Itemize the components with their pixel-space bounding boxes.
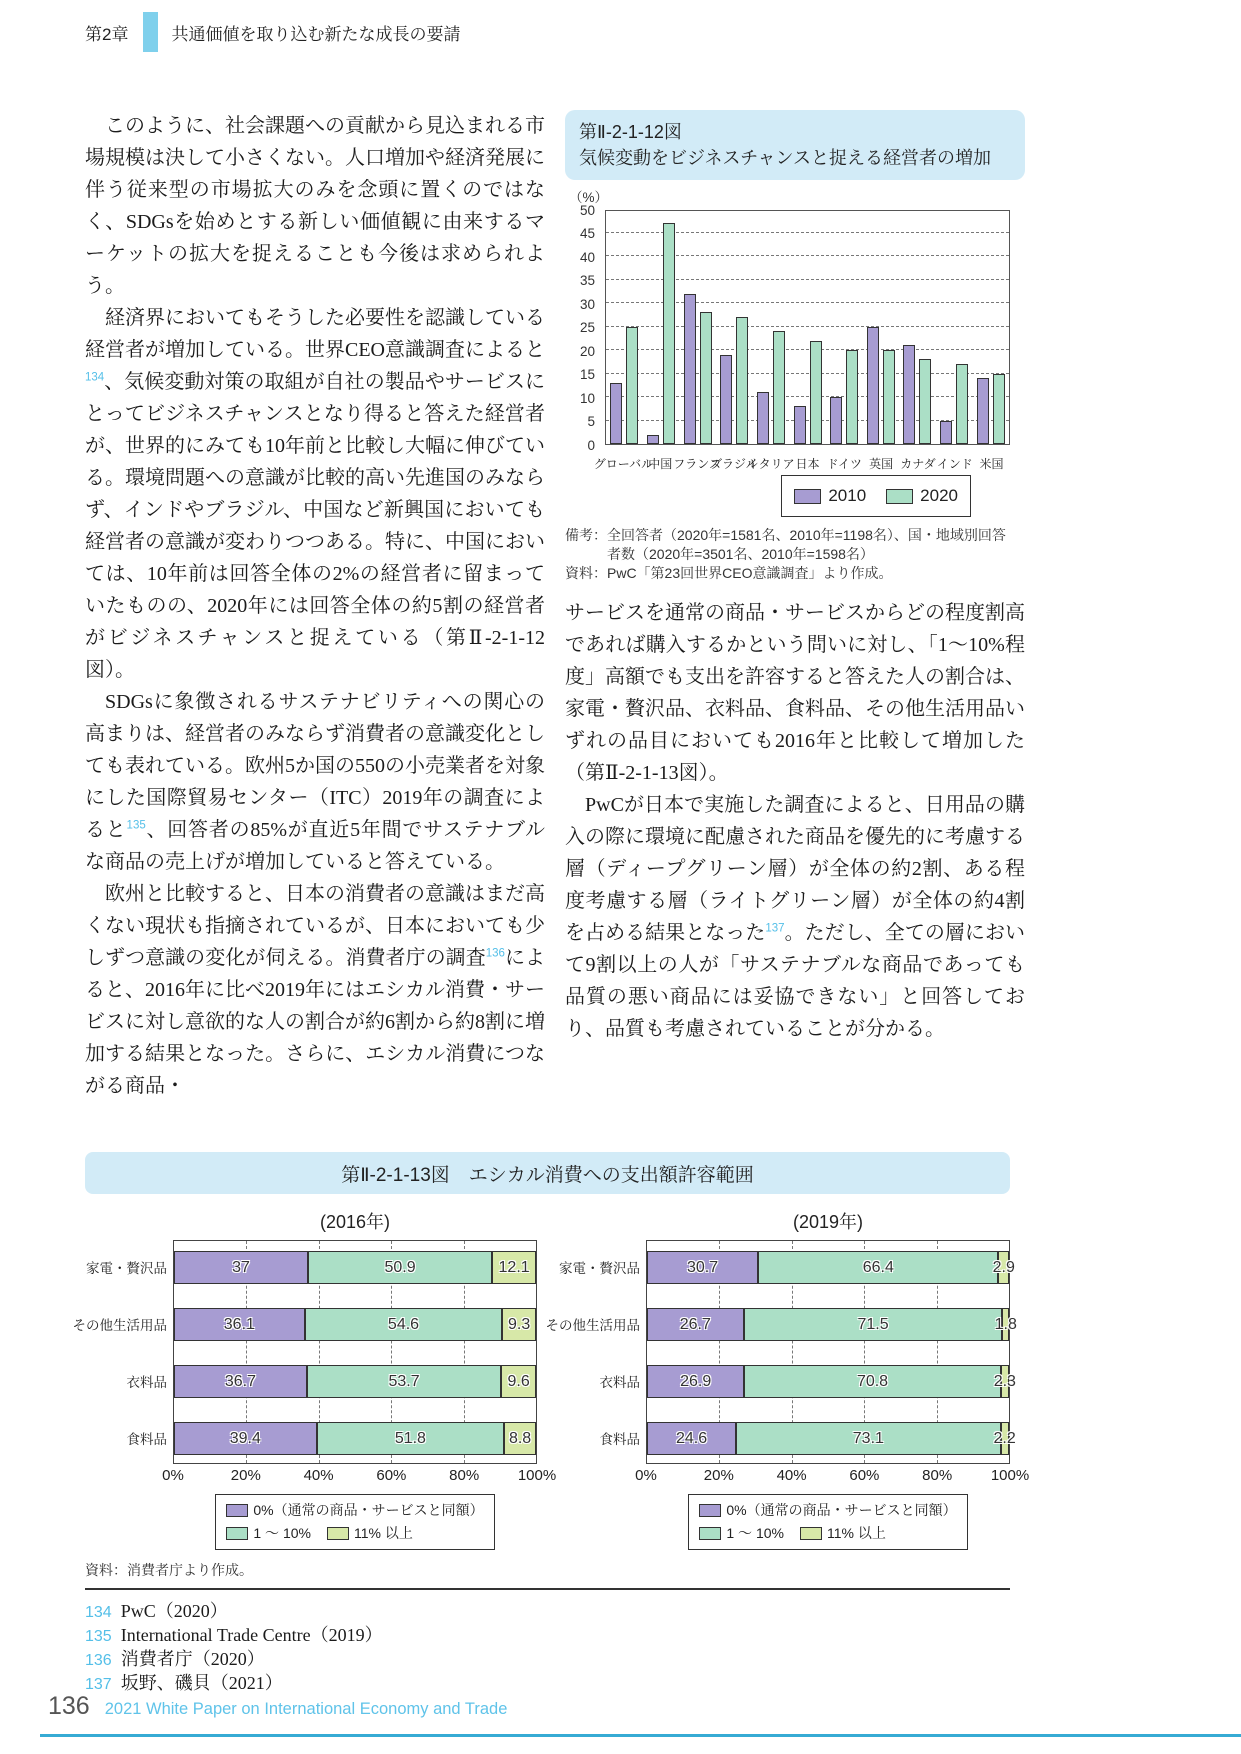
paragraph-5: [565, 597, 1025, 789]
legend-label: 0%（通常の商品・サービスと同額）: [726, 1502, 957, 1518]
paragraph-6-text: PwCが日本で実施した調査によると、日用品の購入の際に環境に配慮された商品を優先的に考慮する層（ディープグリーン層）が全体の約2割、ある程度考慮する層（ライトグリーン層）が全体の約4割を占める結果となった: [565, 794, 1025, 944]
chart-2019-legend: [688, 1494, 967, 1550]
segment: [744, 1365, 1000, 1398]
bar-2020-7: [846, 350, 858, 444]
bar-2020-8: [883, 350, 895, 444]
x-category-label-1: [593, 447, 654, 471]
bar-group-9: [899, 211, 936, 444]
bar-group-11: [972, 211, 1009, 444]
legend-label: 2010: [828, 486, 867, 505]
y-tick-label: 40: [579, 249, 595, 265]
footnote-134-number: 134: [85, 1604, 112, 1621]
y-tick-label: 35: [579, 272, 595, 288]
page-number: 136: [48, 1692, 90, 1720]
fig12-plot-wrap: [579, 202, 1010, 471]
figure13: [72, 1152, 1030, 1580]
segment: [647, 1365, 744, 1398]
paragraph-2-text-cont: 、気候変動対策の取組が自社の製品やサービスにとってビジネスチャンスとなり得ると答えた経営者が、世界的にみても10年前と比較し大幅に伸びている。環境問題への意識が比較的高い先進国のみならず、インドやブラジル、中国など新興国においても経営者の意識が変わりつつある。特に、中国においては、10年前は回答全体の2%の経営者に留まっていたものの、2020年には回答全体の約5割の経営者がビジネスチャンスと捉えている（第Ⅱ-2-1-12図）。: [85, 371, 545, 681]
right-column: [565, 110, 1025, 1102]
segment-value: 26.7: [679, 1315, 711, 1333]
bar-2010-11: [977, 378, 989, 444]
segment: [501, 1365, 536, 1398]
stacked-bar-row-3: [174, 1365, 536, 1398]
y-tick-label: 0: [587, 437, 595, 453]
segment-value: 9.6: [507, 1372, 530, 1390]
figure12-source: 資料：PwC「第23回世界CEO意識調査」より作成。: [565, 565, 893, 581]
chart-2019-body: [545, 1240, 1017, 1464]
bar-group-10: [936, 211, 973, 444]
chapter-header: [85, 12, 460, 52]
segment: [647, 1308, 744, 1341]
legend-swatch: [226, 1527, 248, 1540]
x-category-text: 日本: [795, 457, 820, 471]
bar-2010-9: [903, 345, 915, 444]
legend-item: [327, 1522, 413, 1545]
legend-label: 11% 以上: [826, 1525, 886, 1541]
legend-label: 2020: [920, 486, 958, 505]
x-tick-label: 40%: [776, 1467, 807, 1484]
fig12-legend: [781, 475, 971, 517]
footnote-ref-136: 136: [485, 947, 505, 960]
fig12-plot: [605, 210, 1010, 445]
segment: [647, 1422, 736, 1455]
x-tick-label: 20%: [703, 1467, 734, 1484]
bar-group-4: [716, 211, 753, 444]
segment-value: 24.6: [675, 1429, 708, 1447]
y-tick-label: 15: [579, 366, 595, 382]
footnote-separator: [85, 1588, 1010, 1590]
bar-group-5: [753, 211, 790, 444]
footer-title: 2021 White Paper on International Economy and Trade: [104, 1700, 508, 1718]
segment: [174, 1308, 305, 1341]
x-category-text: インド: [936, 457, 973, 471]
bar-2020-11: [993, 374, 1005, 445]
segment: [744, 1308, 1003, 1341]
bar-2010-8: [867, 327, 879, 445]
category-label: 家電・贅沢品: [86, 1260, 167, 1276]
legend-label: 1 ～ 10%: [726, 1525, 784, 1541]
segment: [307, 1365, 501, 1398]
legend-label: 0%（通常の商品・サービスと同額）: [253, 1502, 484, 1518]
chart-2019-legend-wrap: [646, 1494, 1010, 1550]
bar-2010-1: [610, 383, 622, 444]
y-tick-label: 50: [579, 202, 595, 218]
segment: [758, 1251, 998, 1284]
bar-group-6: [789, 211, 826, 444]
segment-value: 73.1: [852, 1429, 884, 1447]
footnote-ref-137: 137: [765, 922, 785, 935]
segment-value: 37: [232, 1258, 250, 1276]
chart-2016-subtitle: (2016年): [319, 1212, 391, 1232]
bar-2010-10: [940, 421, 952, 445]
segment-value: 9.3: [508, 1315, 531, 1333]
segment-value: 53.7: [388, 1372, 420, 1390]
stacked-bar-row-1: [647, 1251, 1015, 1284]
chart-2019-subtitle: (2019年): [792, 1212, 864, 1232]
fig12-ylabels: [565, 202, 599, 453]
segment-value: 2.3: [993, 1372, 1016, 1390]
bar-group-7: [826, 211, 863, 444]
segment: [993, 1422, 1016, 1455]
x-tick-label: 100%: [990, 1467, 1030, 1484]
legend-swatch: [800, 1527, 822, 1540]
bar-2020-6: [810, 341, 822, 444]
legend-swatch: [699, 1504, 721, 1517]
y-tick-label: 20: [579, 343, 595, 359]
x-category-label-9: [900, 447, 937, 471]
paragraph-3: [85, 686, 545, 878]
fig12-xlabels: [593, 447, 1010, 471]
chapter-accent-bar: [143, 12, 158, 52]
x-tick-label: 40%: [303, 1467, 334, 1484]
footnote-ref-134: 134: [85, 371, 105, 384]
stacked-bar-row-4: [174, 1422, 536, 1455]
footnote-134: [85, 1600, 383, 1624]
x-category-label-11: [973, 447, 1010, 471]
figure12: [565, 110, 1025, 583]
x-tick-label: 60%: [376, 1467, 407, 1484]
chart-2016-category-labels: [72, 1240, 173, 1464]
bar-2020-9: [919, 359, 931, 444]
figure12-chart: [565, 190, 1013, 583]
paragraph-3-text-cont: 、回答者の85%が直近5年間でサステナブルな商品の売上げが増加していると答えている。: [85, 819, 545, 873]
footnote-ref-135: 135: [126, 819, 146, 832]
x-category-text: ブラジル: [709, 457, 758, 471]
chart-2016: [72, 1208, 557, 1550]
bar-2010-7: [830, 397, 842, 444]
footnote-135-text: International Trade Centre（2019）: [120, 1625, 383, 1645]
legend-item-2010: [794, 480, 866, 512]
legend-swatch: [886, 489, 913, 504]
x-category-label-5: [746, 447, 795, 471]
footnotes: [85, 1600, 383, 1696]
figure12-id: 第Ⅱ-2-1-12図: [579, 122, 682, 142]
category-label: 衣料品: [126, 1374, 167, 1390]
y-tick-label: 10: [579, 390, 595, 406]
paragraph-6-text-cont: 。ただし、全ての層において9割以上の人が「サステナブルな商品であっても品質の悪い商品には妥協できない」と回答しており、品質も考慮されていることが分かる。: [565, 922, 1026, 1040]
x-category-text: イタリア: [746, 457, 795, 471]
segment: [994, 1308, 1017, 1341]
page-footer: [48, 1692, 507, 1721]
segment: [308, 1251, 492, 1284]
category-label: 衣料品: [599, 1374, 640, 1390]
legend-row-1: [226, 1499, 483, 1522]
segment-value: 36.1: [223, 1315, 255, 1333]
segment-value: 71.5: [857, 1315, 889, 1333]
legend-swatch: [226, 1504, 248, 1517]
segment-value: 12.1: [498, 1258, 530, 1276]
chart-2016-xaxis: [162, 1464, 557, 1486]
segment-value: 36.7: [224, 1372, 256, 1390]
footnote-136-text: 消費者庁（2020）: [120, 1649, 265, 1669]
stacked-bar-row-4: [647, 1422, 1016, 1455]
segment-value: 50.9: [384, 1258, 416, 1276]
footnote-135: [85, 1624, 383, 1648]
legend-item: [226, 1499, 483, 1522]
segment: [504, 1422, 536, 1455]
chart-2019-category-labels: [545, 1240, 646, 1464]
bar-2020-10: [956, 364, 968, 444]
x-tick-label: 80%: [449, 1467, 480, 1484]
paragraph-4-text: 欧州と比較すると、日本の消費者の意識はまだ高くない現状も指摘されているが、日本においても少しずつ意識の変化が伺える。消費者庁の調査: [85, 883, 545, 969]
paragraph-1-text: このように、社会課題への貢献から見込まれる市場規模は決して小さくない。人口増加や経済発展に伴う従来型の市場拡大のみを念頭に置くのではなく、SDGsを始めとする新しい価値観に由来するマーケットの拡大を捉えることも今後は求められよう。: [85, 115, 545, 297]
figure13-title-box: [85, 1152, 1010, 1194]
footnote-135-number: 135: [85, 1628, 112, 1645]
y-tick-label: 25: [579, 319, 595, 335]
category-label: 食料品: [599, 1431, 640, 1447]
segment-value: 54.6: [387, 1315, 420, 1333]
x-category-label-6: [789, 447, 826, 471]
chart-2019-plot: [646, 1240, 1017, 1464]
segment-value: 70.8: [856, 1372, 889, 1390]
stacked-bar-row-3: [647, 1365, 1016, 1398]
bar-2020-4: [736, 317, 748, 444]
segment: [317, 1422, 505, 1455]
stacked-bar-row-2: [174, 1308, 536, 1341]
legend-item-2020: [886, 480, 958, 512]
figure12-note: 備考：全回答者（2020年=1581名、2010年=1198名）、国・地域別回答者数（2020年=3501名、2010年=1598名）: [565, 527, 1006, 562]
legend-row-1: [699, 1499, 956, 1522]
paragraph-1: [85, 110, 545, 302]
x-tick-label: 0%: [635, 1467, 657, 1484]
legend-item: [800, 1522, 886, 1545]
segment: [174, 1422, 317, 1455]
x-category-text: カナダ: [900, 457, 936, 471]
x-tick-label: 0%: [162, 1467, 184, 1484]
y-tick-label: 30: [579, 296, 595, 312]
x-tick-label: 60%: [849, 1467, 880, 1484]
paragraph-2-text: 経済界においてもそうした必要性を認識している経営者が増加している。世界CEO意識調査によると: [85, 307, 545, 361]
paragraph-2: [85, 302, 545, 686]
x-category-text: 米国: [979, 457, 1004, 471]
y-tick-label: 5: [587, 413, 595, 429]
segment: [174, 1251, 308, 1284]
segment-value: 26.9: [680, 1372, 712, 1390]
stacked-bar-row-2: [647, 1308, 1017, 1341]
segment: [736, 1422, 1001, 1455]
figure12-title: 気候変動をビジネスチャンスと捉える経営者の増加: [579, 148, 992, 168]
x-category-text: ドイツ: [826, 457, 862, 471]
body-columns: [85, 110, 1025, 1102]
bar-2020-3: [700, 312, 712, 444]
legend-row-2: [226, 1522, 483, 1545]
segment-value: 8.8: [508, 1429, 532, 1447]
chart-2019-xaxis: [635, 1464, 1030, 1486]
y-tick-label: 45: [579, 225, 595, 241]
segment-value: 1.8: [994, 1315, 1017, 1333]
bar-2010-4: [720, 355, 732, 444]
bar-2010-2: [647, 435, 659, 444]
x-tick-label: 20%: [230, 1467, 261, 1484]
segment-value: 66.4: [862, 1258, 894, 1276]
legend-row-2: [699, 1522, 956, 1545]
segment-value: 2.9: [992, 1258, 1015, 1276]
legend-swatch: [327, 1527, 349, 1540]
chart-2016-plot: [173, 1240, 537, 1464]
segment-value: 51.8: [394, 1429, 426, 1447]
chapter-number: 第2章: [85, 24, 129, 44]
x-category-text: 中国: [648, 457, 673, 471]
stacked-bar-row-1: [174, 1251, 536, 1284]
x-tick-label: 100%: [517, 1467, 557, 1484]
x-category-label-8: [863, 447, 900, 471]
bar-2010-6: [794, 406, 806, 444]
bar-groups: [606, 211, 1009, 444]
figure13-charts: [72, 1208, 1030, 1550]
y-axis-unit-label: （%）: [569, 190, 609, 205]
bar-2020-5: [773, 331, 785, 444]
figure13-source: 資料：消費者庁より作成。: [85, 1562, 253, 1578]
paragraph-3-text: SDGsに象徴されるサステナビリティへの関心の高まりは、経営者のみならず消費者の意識変化としても表れている。欧州5か国の550の小売業者を対象にした国際貿易センター（ITC）2019年の調査によると: [85, 691, 545, 841]
segment: [174, 1365, 307, 1398]
bar-group-8: [862, 211, 899, 444]
footer-rule: [40, 1734, 1241, 1737]
figure13-title: 第Ⅱ-2-1-13図 エシカル消費への支出額許容範囲: [341, 1164, 754, 1186]
chart-2019: [545, 1208, 1030, 1550]
bar-2020-2: [663, 223, 675, 444]
legend-item: [699, 1522, 784, 1545]
category-label: 食料品: [126, 1431, 167, 1447]
chart-2016-body: [72, 1240, 537, 1464]
segment: [992, 1251, 1015, 1284]
legend-item: [699, 1499, 956, 1522]
footnote-136-number: 136: [85, 1652, 112, 1669]
paragraph-5-text: サービスを通常の商品・サービスからどの程度割高であれば購入するかという問いに対し、「1～10%程度」高額でも支出を許容すると答えた人の割合は、家電・贅沢品、衣料品、食料品、その他生活用品いずれの品目においても2016年と比較して増加した（第Ⅱ-2-1-13図）。: [565, 602, 1025, 784]
segment: [305, 1308, 503, 1341]
paragraph-4-text-cont: によると、2016年に比べ2019年にはエシカル消費・サービスに対し意欲的な人の割合が約6割から約8割に増加する結果となった。さらに、エシカル消費につながる商品・: [85, 947, 546, 1097]
segment: [492, 1251, 536, 1284]
figure12-notes: [565, 526, 1013, 583]
legend-swatch: [699, 1527, 721, 1540]
paragraph-4: [85, 878, 545, 1102]
legend-label: 11% 以上: [353, 1525, 413, 1541]
bar-group-2: [643, 211, 680, 444]
footnote-134-text: PwC（2020）: [120, 1601, 228, 1621]
x-category-label-7: [826, 447, 863, 471]
legend-label: 1 ～ 10%: [253, 1525, 311, 1541]
x-tick-label: 80%: [922, 1467, 953, 1484]
bar-2010-5: [757, 392, 769, 444]
chapter-title: 共通価値を取り込む新たな成長の要請: [171, 24, 461, 44]
x-category-text: グローバル: [593, 457, 654, 471]
footnote-136: [85, 1648, 383, 1672]
x-category-text: フランス: [673, 457, 721, 471]
x-category-text: 英国: [869, 457, 894, 471]
category-label: その他生活用品: [72, 1317, 167, 1333]
segment-value: 30.7: [686, 1258, 719, 1276]
legend-swatch: [794, 489, 821, 504]
chart-2016-legend-wrap: [173, 1494, 537, 1550]
footnote-137-number: 137: [85, 1676, 112, 1693]
bar-2020-1: [626, 327, 638, 445]
segment: [647, 1251, 758, 1284]
bar-group-3: [679, 211, 716, 444]
segment-value: 39.4: [229, 1429, 261, 1447]
paragraph-6: [565, 789, 1025, 1045]
left-column: [85, 110, 545, 1102]
segment: [502, 1308, 536, 1341]
bar-group-1: [606, 211, 643, 444]
category-label: 家電・贅沢品: [559, 1260, 640, 1276]
category-label: その他生活用品: [545, 1317, 640, 1333]
x-category-label-10: [936, 447, 973, 471]
legend-item: [226, 1522, 311, 1545]
chart-2016-legend: [215, 1494, 494, 1550]
bar-2010-3: [684, 294, 696, 444]
segment-value: 2.2: [993, 1429, 1016, 1447]
figure12-title-box: [565, 110, 1025, 180]
segment: [993, 1365, 1016, 1398]
footnote-137-text: 坂野、磯貝（2021）: [120, 1673, 283, 1693]
